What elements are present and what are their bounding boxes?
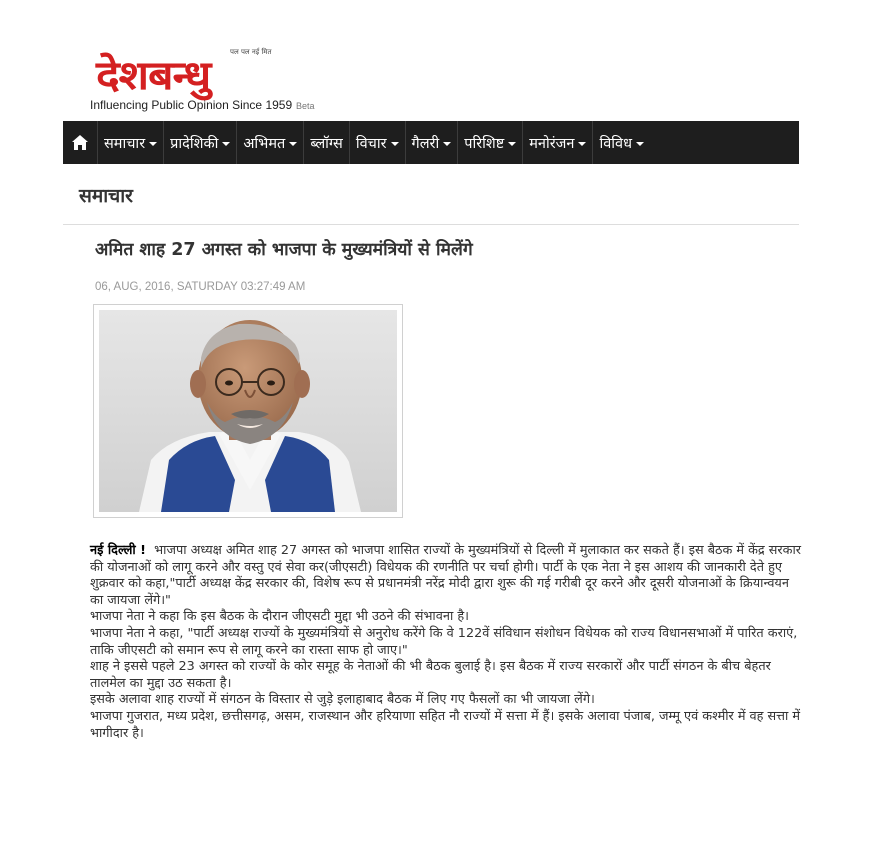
nav-label: विचार — [355, 135, 387, 152]
nav-item-parishisht[interactable] — [458, 121, 523, 164]
portrait-image — [99, 310, 397, 512]
article-location: नई दिल्ली ! — [90, 543, 147, 558]
caret-down-icon — [578, 142, 586, 146]
main-nav — [63, 121, 799, 164]
article-paragraph: इसके अलावा शाह राज्यों में संगठन के विस्तार से जुड़े इलाहाबाद बैठक में लिए गए फैसलों का भी जायजा लेंगे। — [90, 692, 595, 708]
article-date: 06, AUG, 2016, SATURDAY 03:27:49 AM — [95, 281, 306, 293]
nav-item-abhimat[interactable] — [237, 121, 304, 164]
article-text: भाजपा अध्यक्ष अमित शाह 27 अगस्त को भाजपा शासित राज्यों के मुख्यमंत्रियों से दिल्ली में मुलाकात कर सकते हैं। इस बैठक में केंद्र सरकार की योजनाओं को लागू करने और वस्तु एवं सेवा कर(जीएसटी) विधेयक की रणनीति पर चर्चा होगी। पार्टी के एक नेता ने इस आशय की जानकारी देते हुए शुक्रवार को कहा,"पार्टी अध्यक्ष केंद्र सरकार की, विशेष रूप से प्रधानमंत्री नरेंद्र मोदी द्वारा शुरू की गई गरीबी दूर करने और दूसरी योजनाओं के क्रियान्वयन का जायजा लेंगे।" — [90, 543, 802, 608]
nav-item-vichar[interactable] — [350, 121, 406, 164]
site-subtitle: Influencing Public Opinion Since 1959 — [90, 98, 293, 112]
article-paragraph: भाजपा नेता ने कहा, "पार्टी अध्यक्ष राज्यों के मुख्यमंत्रियों से अनुरोध करेंगे कि वे 122वें संविधान संशोधन विधेयक को राज्य विधानसभाओं में पारित कराएं, ताकि जीएसटी को समान रूप से लागू करने का रास्ता साफ हो जाए।" — [90, 625, 798, 658]
caret-down-icon — [149, 142, 157, 146]
article-paragraph: भाजपा नेता ने कहा कि इस बैठक के दौरान जीएसटी मुद्दा भी उठने की संभावना है। — [90, 609, 469, 625]
caret-down-icon — [508, 142, 516, 146]
nav-item-manoranjan[interactable] — [523, 121, 593, 164]
nav-label: प्रादेशिकी — [170, 135, 219, 152]
logo-tagline: पल पल नई मित — [230, 48, 272, 56]
site-logo[interactable] — [90, 44, 350, 116]
nav-item-blogs[interactable] — [304, 121, 350, 164]
article-paragraph: शाह ने इससे पहले 23 अगस्त को राज्यों के कोर समूह के नेताओं की भी बैठक बुलाई है। इस बैठक में राज्य सरकारों और पार्टी संगठन के बीच बेहतर तालमेल का मुद्दा उठ सकता है। — [90, 659, 771, 691]
home-icon — [72, 135, 88, 150]
nav-item-vividh[interactable] — [593, 121, 650, 164]
nav-label: विविध — [599, 135, 633, 152]
nav-label: समाचार — [104, 135, 146, 152]
nav-label: ब्लॉग्स — [310, 135, 343, 152]
section-divider — [63, 224, 799, 225]
nav-home[interactable] — [63, 121, 98, 164]
article-photo — [99, 310, 397, 512]
nav-item-pradeshiki[interactable] — [164, 121, 237, 164]
logo-wordmark: देशबन्धु — [96, 53, 211, 99]
nav-item-samachar[interactable] — [98, 121, 164, 164]
nav-item-gallery[interactable] — [406, 121, 459, 164]
article-paragraph — [90, 543, 802, 609]
nav-label: अभिमत — [243, 135, 286, 152]
section-title: समाचार — [79, 185, 133, 207]
caret-down-icon — [289, 142, 297, 146]
article-photo-frame — [93, 304, 403, 518]
nav-label: गैलरी — [411, 135, 440, 152]
article-body — [90, 543, 802, 742]
caret-down-icon — [391, 142, 399, 146]
beta-badge: Beta — [296, 101, 315, 111]
nav-label: परिशिष्ट — [464, 135, 505, 152]
caret-down-icon — [636, 142, 644, 146]
article-headline: अमित शाह 27 अगस्त को भाजपा के मुख्यमंत्रियों से मिलेंगे — [95, 240, 473, 260]
article-paragraph: भाजपा गुजरात, मध्य प्रदेश, छत्तीसगढ़, असम, राजस्थान और हरियाणा सहित नौ राज्यों में सत्ता में हैं। इसके अलावा पंजाब, जम्मू एवं कश्मीर में वह सत्ता में भागीदार है। — [90, 708, 801, 741]
caret-down-icon — [443, 142, 451, 146]
caret-down-icon — [222, 142, 230, 146]
nav-label: मनोरंजन — [529, 135, 575, 152]
